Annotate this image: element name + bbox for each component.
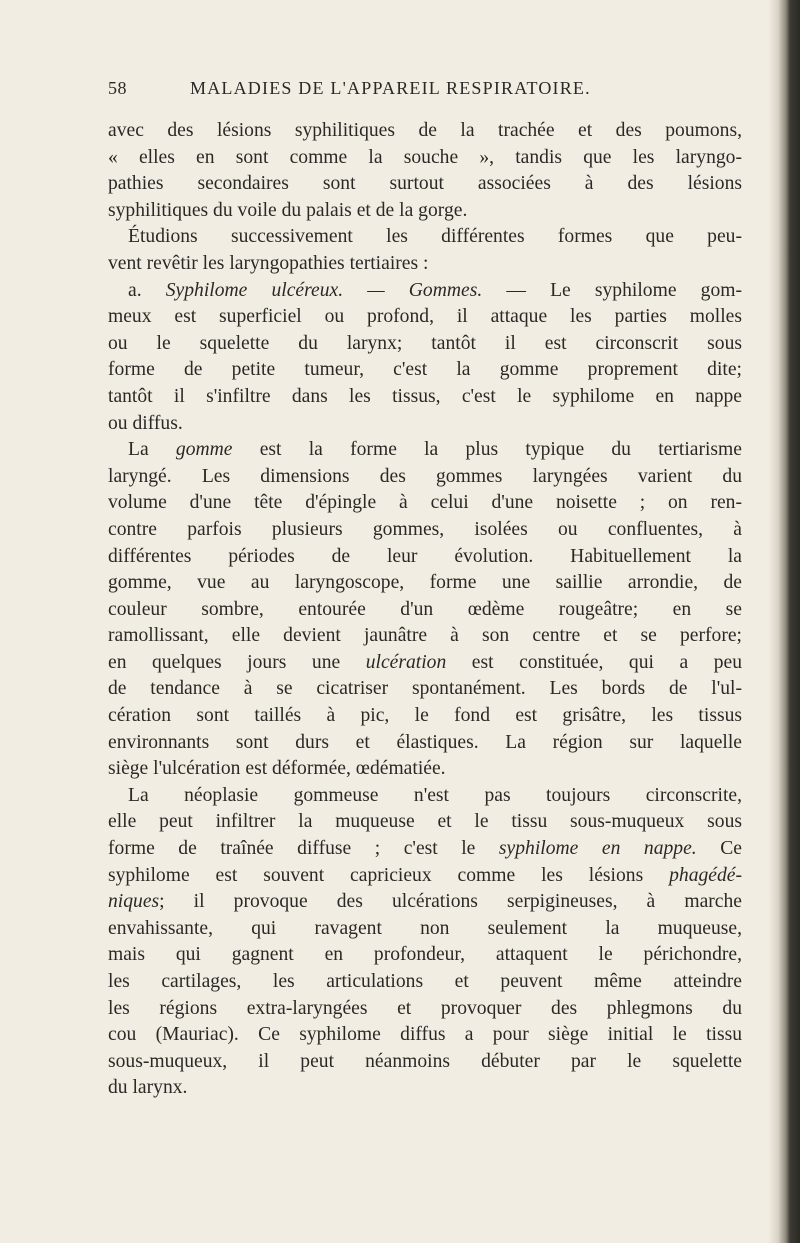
text-line: ou diffus.	[108, 412, 183, 434]
page-edge-shadow	[768, 0, 778, 1243]
text-line: syphilitiques du voile du palais et de la gorge.	[108, 199, 468, 221]
text-line: siège l'ulcération est déformée, œdématiée.	[108, 758, 446, 780]
text-line: « elles en sont comme la souche », tandis que les laryngo-	[108, 146, 742, 168]
text-line: La néoplasie gommeuse n'est pas toujours circonscrite,	[128, 784, 742, 806]
text-line: envahissante, qui ravagent non seulement la muqueuse,	[108, 917, 742, 939]
text-line: environnants sont durs et élastiques. La région sur laquelle	[108, 731, 742, 753]
text-line: ou le squelette du larynx; tantôt il est circonscrit sous	[108, 332, 742, 354]
text-line: mais qui gagnent en profondeur, attaquent le périchondre,	[108, 944, 742, 966]
text-line: avec des lésions syphilitiques de la trachée et des poumons,	[108, 120, 742, 141]
page-header	[108, 78, 748, 108]
text-line: tantôt il s'infiltre dans les tissus, c'est le syphilome en nappe	[108, 385, 742, 407]
italic-term: ulcération	[365, 651, 447, 673]
text-line: Étudions successivement les différentes formes que peu-	[128, 226, 742, 248]
text-line: du larynx.	[108, 1077, 188, 1099]
text-line: sous-muqueux, il peut néanmoins débuter par le squelette	[108, 1050, 742, 1072]
text-line: cou (Mauriac). Ce syphilome diffus a pour siège initial le tissu	[108, 1024, 742, 1046]
italic-term: niques	[108, 891, 160, 913]
text-line: La gomme est la forme la plus typique du tertiarisme	[128, 439, 742, 461]
body-text	[108, 118, 742, 1102]
text-line: couleur sombre, entourée d'un œdème rougeâtre; en se	[108, 598, 742, 620]
text-line: vent revêtir les laryngopathies tertiaires :	[108, 252, 429, 274]
text-line: meux est superficiel ou profond, il attaque les parties molles	[108, 306, 742, 328]
text-line: forme de traînée diffuse ; c'est le syphilome en nappe. Ce	[108, 838, 742, 860]
text-line: les régions extra-laryngées et provoquer des phlegmons du	[108, 997, 742, 1019]
text-line: syphilome est souvent capricieux comme les lésions phagédé-	[108, 864, 742, 886]
text-line: elle peut infiltrer la muqueuse et le tissu sous-muqueux sous	[108, 811, 742, 833]
text-line: a. Syphilome ulcéreux. — Gommes. — Le syphilome gom-	[128, 279, 743, 301]
text-line: laryngé. Les dimensions des gommes laryngées varient du	[108, 465, 742, 487]
text-line: ramollissant, elle devient jaunâtre à son centre et se perfore;	[108, 625, 742, 647]
book-binding-edge	[778, 0, 800, 1243]
text-line: différentes périodes de leur évolution. Habituellement la	[108, 545, 742, 567]
text-line: en quelques jours une ulcération est constituée, qui a peu	[108, 651, 742, 673]
italic-term: syphilome en nappe.	[498, 838, 697, 860]
italic-term: gomme	[175, 439, 233, 461]
text-line: gomme, vue au laryngoscope, forme une saillie arrondie, de	[108, 572, 742, 594]
running-title: MALADIES DE L'APPAREIL RESPIRATOIRE.	[190, 78, 591, 98]
section-heading-italic: Syphilome ulcéreux. — Gommes.	[165, 279, 483, 301]
text-line: forme de petite tumeur, c'est la gomme proprement dite;	[108, 359, 742, 381]
text-line: volume d'une tête d'épingle à celui d'une noisette ; on ren-	[108, 492, 742, 514]
text-line: les cartilages, les articulations et peuvent même atteindre	[108, 971, 742, 992]
text-line: de tendance à se cicatriser spontanément. Les bords de l'ul-	[108, 678, 742, 700]
italic-term: phagédé-	[669, 864, 742, 886]
text-line: contre parfois plusieurs gommes, isolées ou confluentes, à	[108, 518, 742, 540]
page-number: 58	[108, 78, 127, 98]
text-line: niques; il provoque des ulcérations serpigineuses, à marche	[108, 891, 742, 913]
text-line: cération sont taillés à pic, le fond est grisâtre, les tissus	[108, 705, 742, 727]
text-line: pathies secondaires sont surtout associées à des lésions	[108, 173, 742, 195]
